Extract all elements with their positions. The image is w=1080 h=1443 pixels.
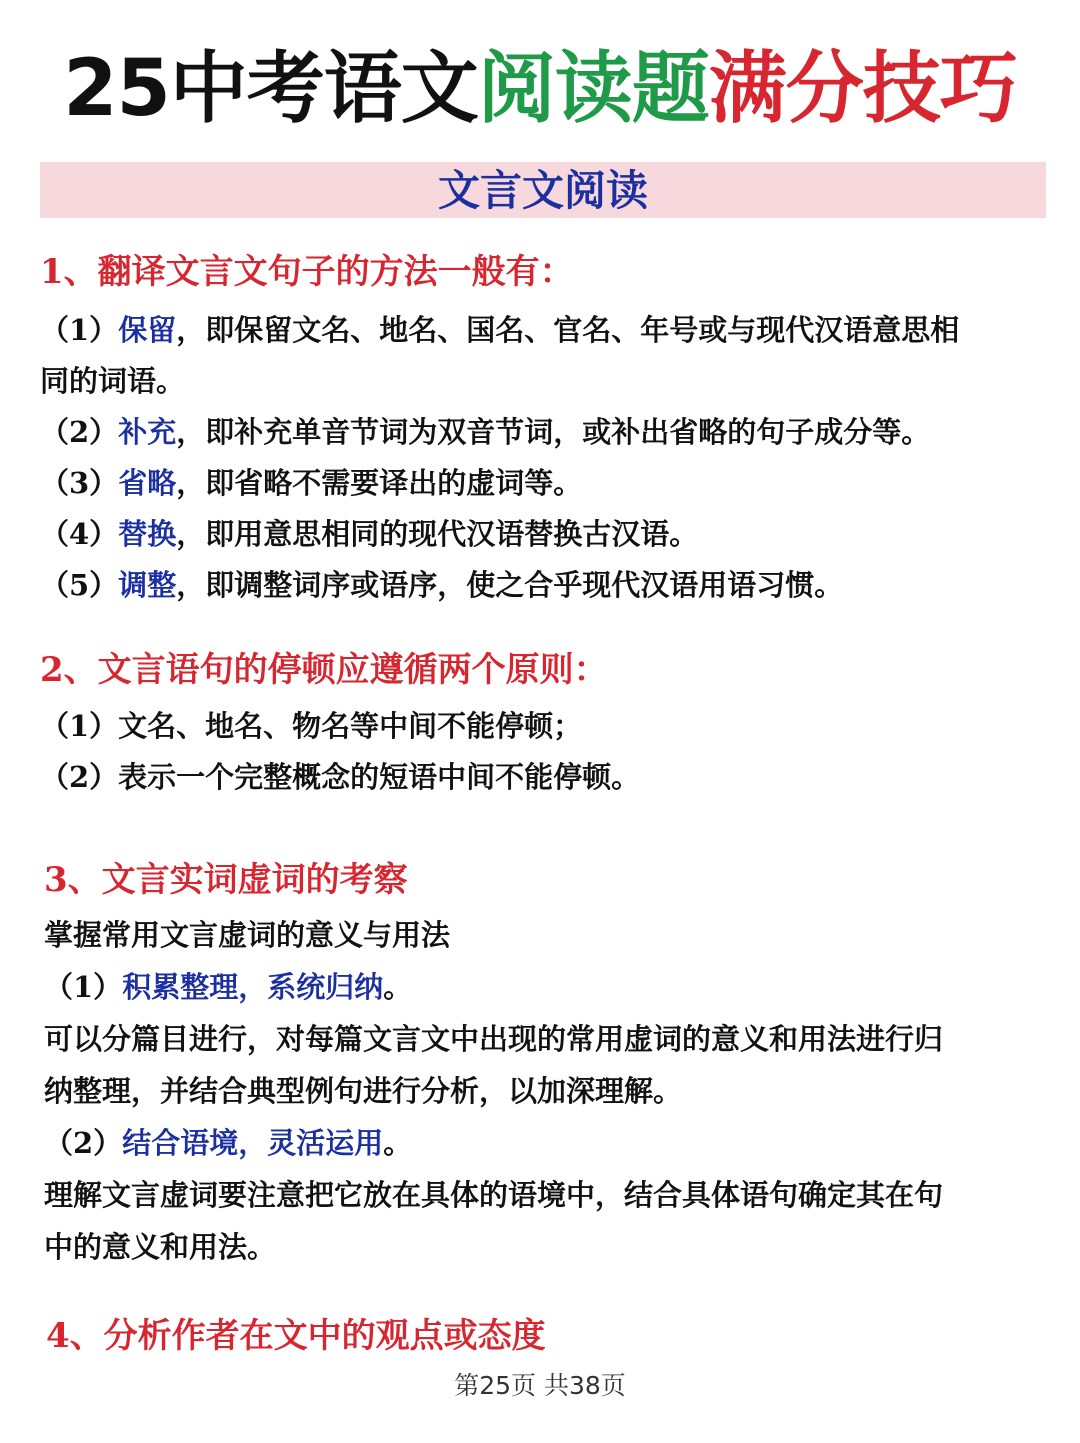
item-text: ，即调整词序或语序，使之合乎现代汉语用语习惯。: [176, 568, 844, 602]
sub-heading: [44, 1123, 1044, 1163]
paragraph-line: 理解文言虚词要注意把它放在具体的语境中，结合具体语句确定其在句: [44, 1178, 944, 1212]
list-item: [40, 514, 1040, 554]
section-banner: [40, 162, 1046, 218]
item-keyword: 保留: [118, 313, 177, 347]
section-intro: 掌握常用文言虚词的意义与用法: [44, 918, 451, 952]
section-3-heading: 3、文言实词虚词的考察: [44, 860, 408, 900]
section-2-heading: 2、文言语句的停顿应遵循两个原则：: [40, 650, 608, 690]
sub-keyword: 积累整理，系统归纳: [122, 970, 384, 1004]
list-item: （2）表示一个完整概念的短语中间不能停顿。: [40, 760, 641, 794]
title-part-green: 阅读题: [477, 44, 709, 134]
item-number: （4）: [40, 517, 119, 551]
item-keyword: 补充: [118, 415, 177, 449]
item-number: （1）: [40, 313, 119, 347]
item-text: ，即用意思相同的现代汉语替换古汉语。: [176, 517, 699, 551]
title-part-red: 满分技巧: [708, 44, 1017, 134]
list-item: [40, 565, 1040, 605]
item-number: （2）: [40, 415, 119, 449]
paragraph-line: 可以分篇目进行，对每篇文言文中出现的常用虚词的意义和用法进行归: [44, 1022, 944, 1056]
section-4-heading: 4、分析作者在文中的观点或态度: [46, 1316, 546, 1356]
page-indicator: 第25页 共38页: [454, 1371, 626, 1400]
section-1-heading: 1、翻译文言文句子的方法一般有：: [40, 252, 574, 292]
sub-number: （2）: [44, 1126, 123, 1160]
title-part-black: 25中考语文: [63, 44, 478, 134]
sub-end: 。: [383, 970, 413, 1004]
paragraph-line: 纳整理，并结合典型例句进行分析，以加深理解。: [44, 1074, 683, 1108]
item-keyword: 调整: [118, 568, 177, 602]
list-item-continuation: 同的词语。: [40, 364, 186, 398]
list-item: （1）文名、地名、物名等中间不能停顿；: [40, 709, 583, 743]
item-text: ，即保留文名、地名、国名、官名、年号或与现代汉语意思相: [176, 313, 960, 347]
item-text: ，即省略不需要译出的虚词等。: [176, 466, 583, 500]
paragraph-line: 中的意义和用法。: [44, 1230, 277, 1264]
list-item: [40, 412, 1040, 452]
sub-keyword: 结合语境，灵活运用: [122, 1126, 384, 1160]
banner-title: 文言文阅读: [437, 166, 648, 215]
sub-heading: [44, 967, 1044, 1007]
page-title: [0, 34, 1080, 144]
list-item: [40, 463, 1040, 503]
item-keyword: 省略: [118, 466, 177, 500]
sub-number: （1）: [44, 970, 123, 1004]
item-number: （3）: [40, 466, 119, 500]
item-text: ，即补充单音节词为双音节词，或补出省略的句子成分等。: [176, 415, 931, 449]
sub-end: 。: [383, 1126, 413, 1160]
item-number: （5）: [40, 568, 119, 602]
list-item: [40, 310, 1040, 350]
item-keyword: 替换: [118, 517, 177, 551]
